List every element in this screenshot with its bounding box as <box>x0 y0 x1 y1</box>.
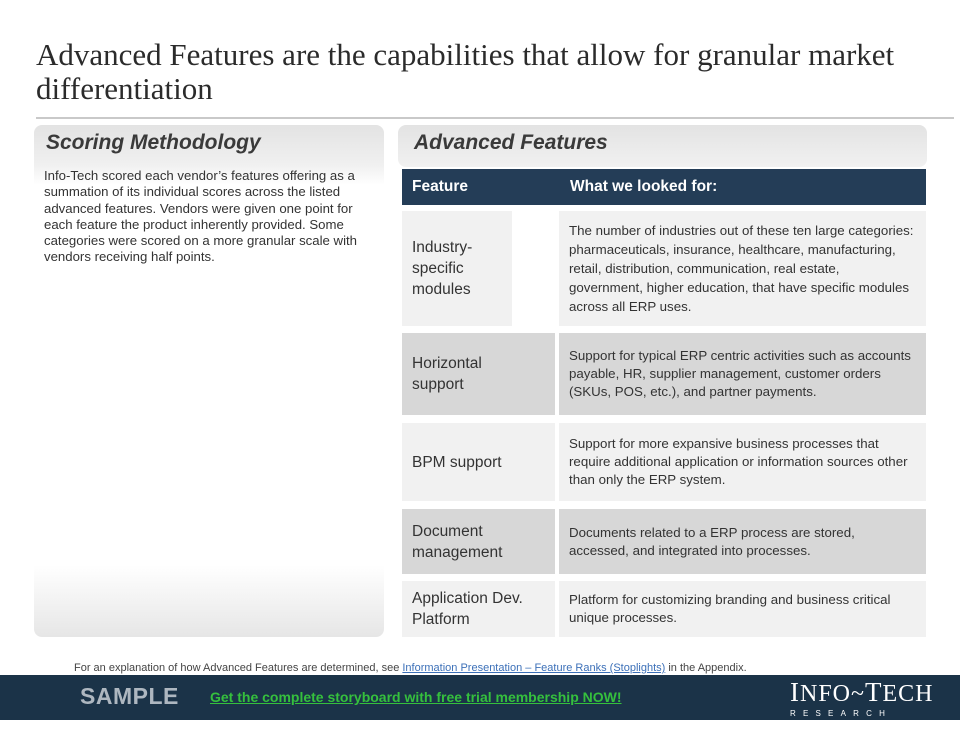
table-row <box>402 333 926 415</box>
feature-cell: Industry-specific modules <box>402 211 512 326</box>
logo-subtitle: RESEARCH GROUP <box>790 709 893 728</box>
page-title: Advanced Features are the capabilities that allow for granular market differentiation <box>36 37 895 106</box>
feature-cell: Application Dev. Platform <box>402 581 555 637</box>
description-cell: Support for typical ERP centric activities such as accounts payable, HR, supplier management, customer orders (SKUs, POS, etc.), and partner payments. <box>559 333 926 415</box>
table-header <box>402 169 926 205</box>
advanced-heading: Advanced Features <box>414 131 608 154</box>
scoring-text: Info-Tech scored each vendor’s features offering as a summation of its individual scores across the listed advanced features. Vendors were given one point for each feature the product inherently provided. Some categories were scored on a more granular scale with vendors receiving half points. <box>44 168 357 265</box>
infotech-logo <box>790 679 960 729</box>
trial-cta-link[interactable]: Get the complete storyboard with free trial membership NOW! <box>210 689 622 705</box>
description-cell: Documents related to a ERP process are stored, accessed, and integrated into processes. <box>559 509 926 574</box>
description-cell: The number of industries out of these ten large categories: pharmaceuticals, insurance, healthcare, manufacturing, retail, distribution, communication, real estate, government, higher education, that have specific modules across all ERP uses. <box>559 211 926 326</box>
feature-cell: Document management <box>402 509 555 574</box>
feature-cell: Horizontal support <box>402 333 555 415</box>
title-divider <box>36 117 954 119</box>
table-row <box>402 423 926 501</box>
footnote-prefix: For an explanation of how Advanced Features are determined, see <box>74 662 400 674</box>
table-row <box>402 581 926 637</box>
footnote-suffix: in the Appendix. <box>668 662 747 674</box>
table-row <box>402 211 926 326</box>
table-row <box>402 509 926 574</box>
logo-letter: ECH <box>882 681 934 707</box>
logo-letter: NFO~ <box>800 681 865 707</box>
footnote-link[interactable]: Information Presentation – Feature Ranks (Stoplights) <box>402 662 666 674</box>
footnote <box>74 662 747 674</box>
column-header-feature: Feature <box>412 178 468 195</box>
sample-label: SAMPLE <box>80 683 179 709</box>
sample-banner <box>0 675 960 728</box>
feature-cell: BPM support <box>402 423 555 501</box>
description-cell: Platform for customizing branding and business critical unique processes. <box>559 581 926 637</box>
column-header-looked-for: What we looked for: <box>570 178 718 195</box>
scoring-heading: Scoring Methodology <box>46 131 261 154</box>
description-cell: Support for more expansive business processes that require additional application or information sources other than only the ERP system. <box>559 423 926 501</box>
logo-letter: I <box>790 677 800 707</box>
logo-letter: T <box>865 677 883 707</box>
